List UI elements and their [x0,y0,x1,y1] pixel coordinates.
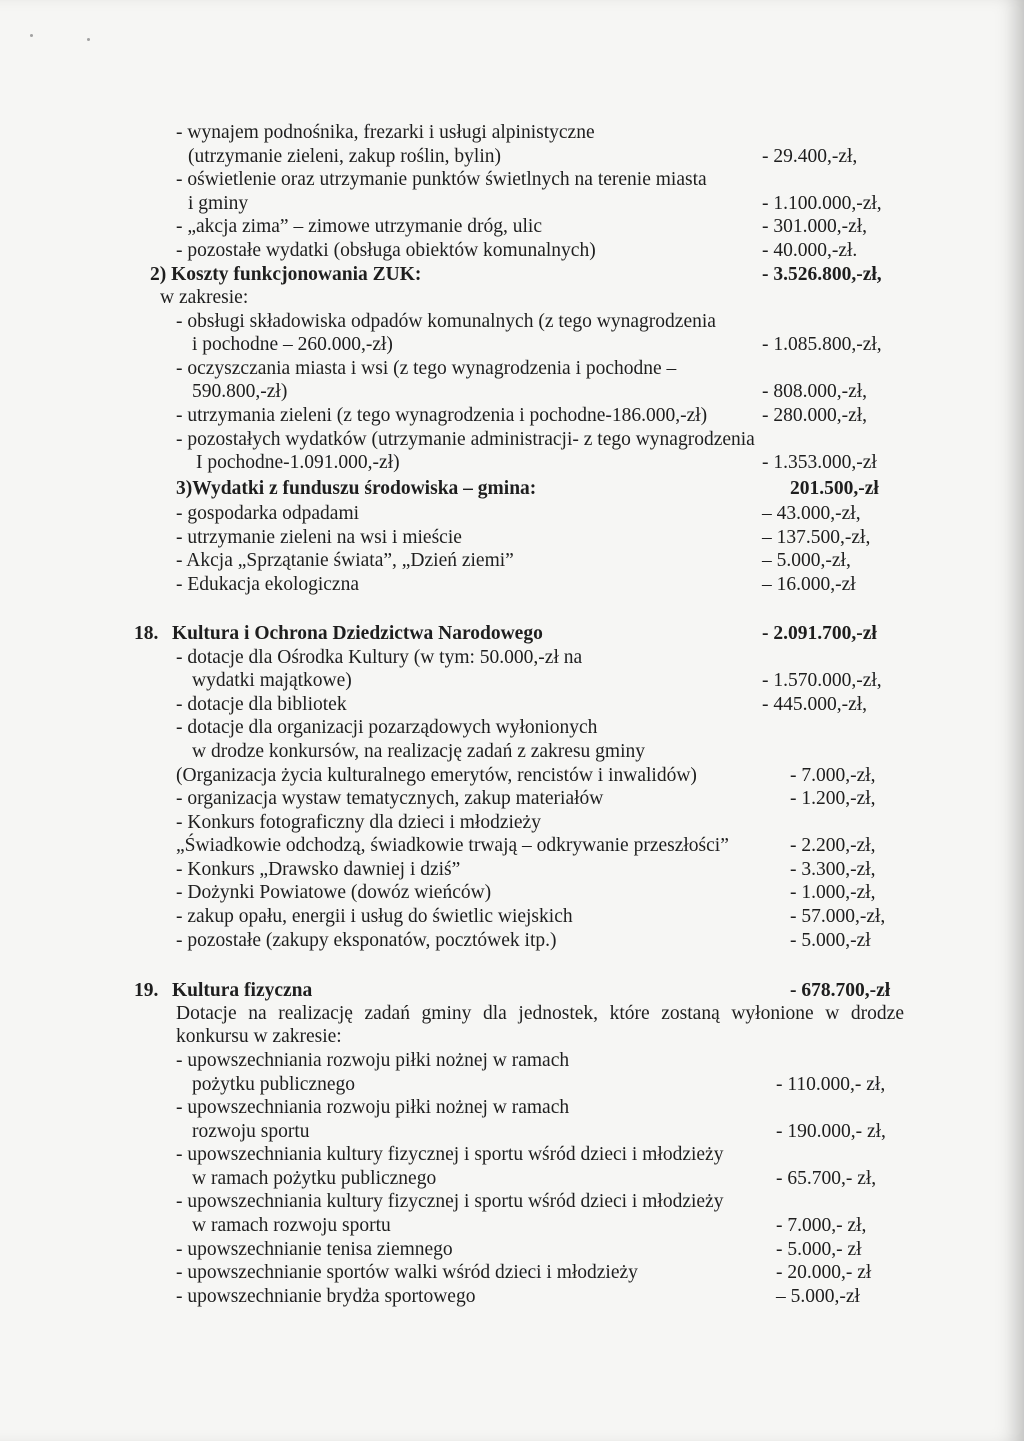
list-item: - oczyszczania miasta i wsi (z tego wynagrodzenia i pochodne – [176,358,677,379]
list-item: - organizacja wystaw tematycznych, zakup materiałów - 1.200,-zł, [176,788,876,809]
list-item: (utrzymanie zieleni, zakup roślin, bylin) - 29.400,-zł, [188,146,858,167]
list-item: „Świadkowie odchodzą, świadkowie trwają – odkrywanie przeszłości” - 2.200,-zł, [176,835,876,856]
scan-speck [87,38,90,41]
list-item: - Konkurs fotograficzny dla dzieci i młodzieży [176,812,541,833]
list-item: - oświetlenie oraz utrzymanie punktów świetlnych na terenie miasta [176,169,707,190]
list-item: - pozostałe wydatki (obsługa obiektów komunalnych) - 40.000,-zł. [176,240,858,261]
list-item: - Edukacja ekologiczna – 16.000,-zł [176,574,856,595]
section-heading: 19. Kultura fizyczna - 678.700,-zł [134,980,891,1001]
list-item: - upowszechniania rozwoju piłki nożnej w ramach [176,1097,570,1118]
scan-speck [30,34,33,37]
list-item: - upowszechnianie tenisa ziemnego - 5.000,- zł [176,1239,862,1260]
list-item: - dotacje dla bibliotek - 445.000,-zł, [176,694,868,715]
list-item: - upowszechnianie sportów walki wśród dzieci i młodzieży - 20.000,- zł [176,1262,872,1283]
list-item: pożytku publicznego - 110.000,- zł, [192,1074,886,1095]
list-item: - dotacje dla organizacji pozarządowych wyłonionych [176,717,598,738]
list-item: i pochodne – 260.000,-zł) - 1.085.800,-zł, [192,334,882,355]
list-item: - utrzymanie zieleni na wsi i mieście – 137.500,-zł, [176,527,871,548]
list-item: - zakup opału, energii i usług do świetlic wiejskich - 57.000,-zł, [176,906,886,927]
list-item: - utrzymania zieleni (z tego wynagrodzenia i pochodne-186.000,-zł) - 280.000,-zł, [176,405,868,426]
list-item: rozwoju sportu - 190.000,- zł, [192,1121,886,1142]
list-item: (Organizacja życia kulturalnego emerytów, rencistów i inwalidów) - 7.000,-zł, [176,765,876,786]
list-item: i gminy - 1.100.000,-zł, [188,193,882,214]
list-item: - obsługi składowiska odpadów komunalnych (z tego wynagrodzenia [176,311,716,332]
list-item: I pochodne-1.091.000,-zł) - 1.353.000,-zł [196,452,877,473]
list-item: 590.800,-zł) - 808.000,-zł, [192,381,868,402]
section-heading: 2) Koszty funkcjonowania ZUK: - 3.526.800,-zł, [150,264,882,285]
list-item: - upowszechniania rozwoju piłki nożnej w ramach [176,1050,570,1071]
list-item: - dotacje dla Ośrodka Kultury (w tym: 50.000,-zł na [176,647,583,668]
section-heading: 3)Wydatki z funduszu środowiska – gmina: 201.500,-zł [176,478,879,499]
intro-paragraph: Dotacje na realizację zadań gminy dla jednostek, które zostaną wyłonione w drodze konkursu w zakresie: [176,1003,904,1047]
scope-label: w zakresie: [160,287,249,308]
list-item: w ramach pożytku publicznego - 65.700,- zł, [192,1168,877,1189]
list-item: - gospodarka odpadami – 43.000,-zł, [176,503,861,524]
list-item: w ramach rozwoju sportu - 7.000,- zł, [192,1215,867,1236]
list-item: - upowszechniania kultury fizycznej i sportu wśród dzieci i młodzieży [176,1191,724,1212]
list-item: - pozostałych wydatków (utrzymanie administracji- z tego wynagrodzenia [176,429,755,450]
list-item: wydatki majątkowe) - 1.570.000,-zł, [192,670,882,691]
list-item: - pozostałe (zakupy eksponatów, pocztówek itp.) - 5.000,-zł [176,930,871,951]
list-item: - wynajem podnośnika, frezarki i usługi alpinistyczne [176,122,595,143]
list-item: - upowszechniania kultury fizycznej i sportu wśród dzieci i młodzieży [176,1144,724,1165]
list-item: - upowszechnianie brydża sportowego – 5.000,-zł [176,1286,860,1307]
list-item: - „akcja zima” – zimowe utrzymanie dróg, ulic - 301.000,-zł, [176,216,868,237]
list-item: - Akcja „Sprzątanie świata”, „Dzień ziemi” – 5.000,-zł, [176,550,851,571]
list-item: - Konkurs „Drawsko dawniej i dziś” - 3.300,-zł, [176,859,876,880]
list-item: - Dożynki Powiatowe (dowóz wieńców) - 1.000,-zł, [176,882,876,903]
section-heading: 18. Kultura i Ochrona Dziedzictwa Narodowego - 2.091.700,-zł [134,623,877,644]
list-item: w drodze konkursów, na realizację zadań z zakresu gminy [192,741,645,762]
